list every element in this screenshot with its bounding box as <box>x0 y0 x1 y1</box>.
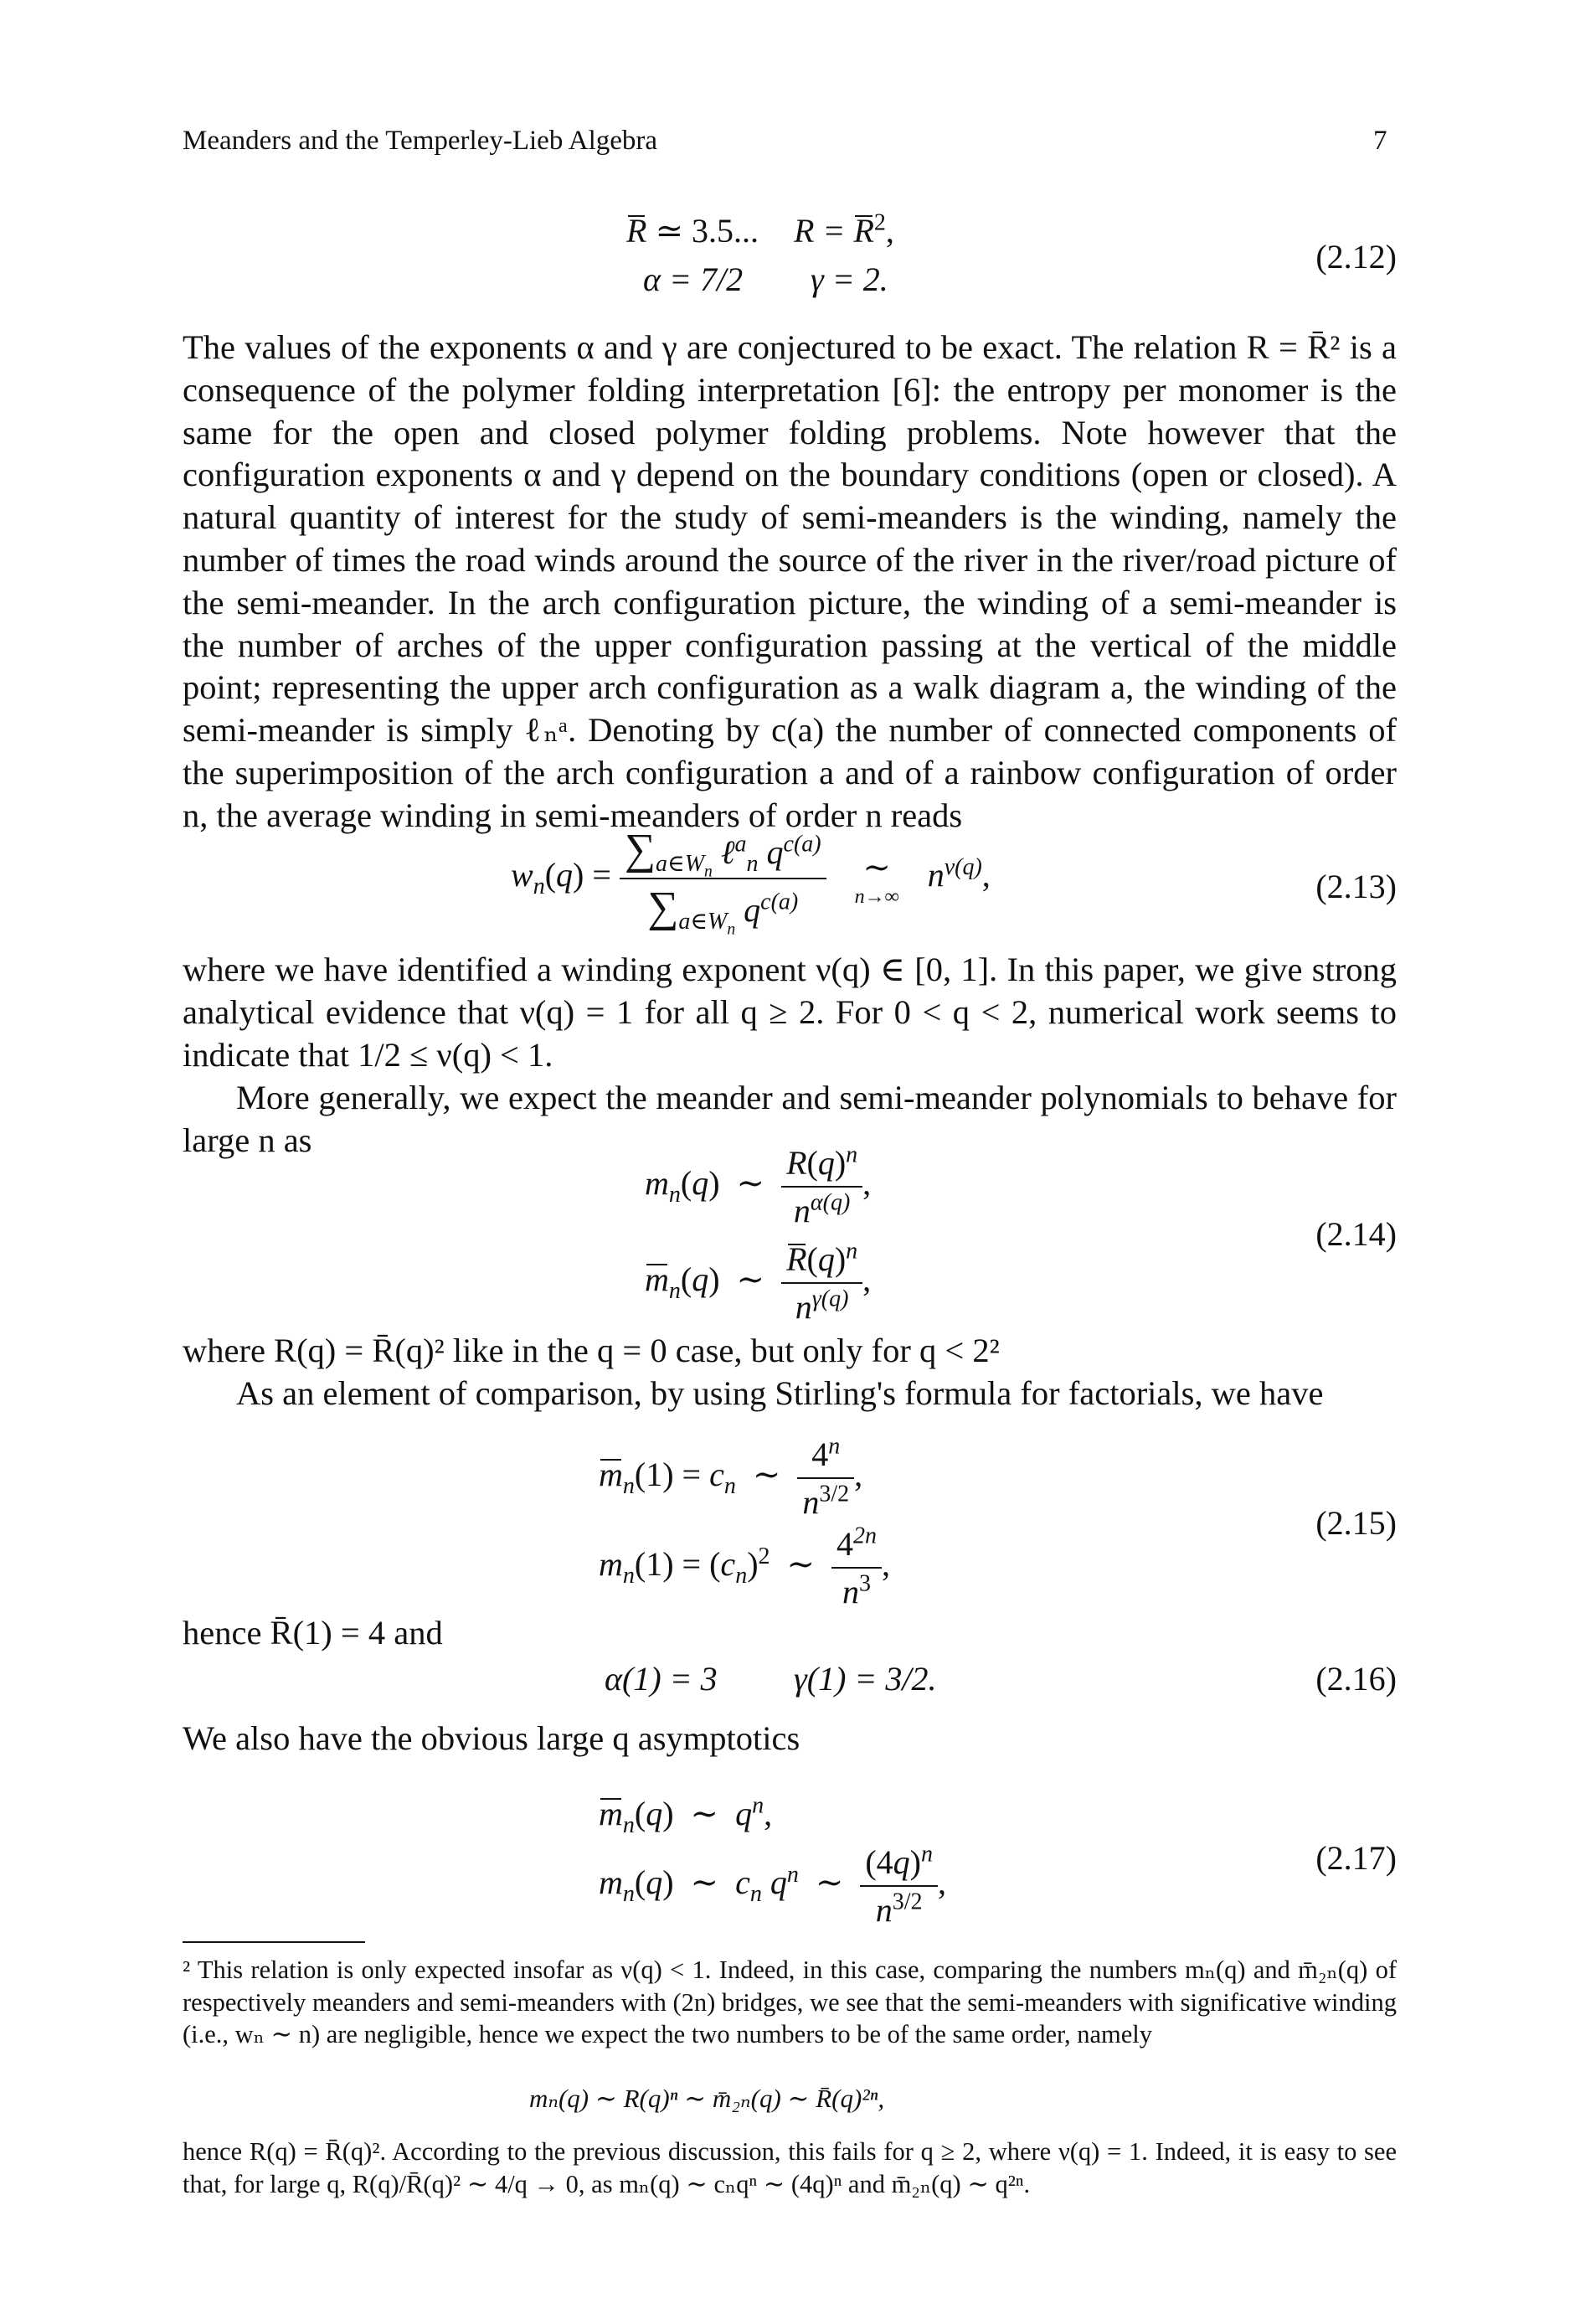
footnote-rule <box>183 1941 365 1943</box>
footnote-equation: mₙ(q) ∼ R(q)ⁿ ∼ m̄₂ₙ(q) ∼ R̄(q)²ⁿ, <box>529 2084 885 2113</box>
eq-2-17-row2: $m_n(q)$ ∼ $c_n$ $q^n$ ∼ $\frac{(4q)^n}{n^{3/2}}$ , <box>599 1841 946 1929</box>
eq-2-16-left: α(1) = 3 <box>605 1660 718 1698</box>
eq-2-13-label: (2.13) <box>1315 868 1397 905</box>
paragraph-7: We also have the obvious large q asymptotics <box>183 1719 800 1757</box>
eq-2-14-row2: $m_n(q)$ ∼ $\frac{R(q)^n}{n^{\gamma(q)}}$ , <box>645 1238 872 1326</box>
running-title: Meanders and the Temperley-Lieb Algebra <box>183 126 658 156</box>
eq-2-12-label: (2.12) <box>1315 238 1397 276</box>
eq-2-13-fraction: $\frac{\sum_{a\in W_n} \ell^a_n q^{c(a)}}{\sum_{a\in W_n} q^{c(a)}}$ <box>620 825 826 932</box>
paragraph-2: where we have identified a winding exponent ν(q) ∈ [0, 1]. In this paper, we give strong analytical evidence that ν(q) = 1 for all q ≥ 2. For 0 < q < 2, numerical work seems to indicate that 1/2 ≤ ν(q) < 1. <box>183 951 1397 1074</box>
paragraph-4: where R(q) = R̄(q)² like in the q = 0 case, but only for q < 2² <box>183 1332 1000 1369</box>
eq-2-17-label: (2.17) <box>1315 1839 1397 1877</box>
eq-2-14-row1: $m_n(q)$ ∼ $\frac{R(q)^n}{n^{\alpha(q)}}$ , <box>645 1141 872 1229</box>
eq-2-12-row1-left: R ≃ 3.5... <box>626 212 759 250</box>
footnote-part-1: ² This relation is only expected insofar as ν(q) < 1. Indeed, in this case, comparing the numbers mₙ(q) and m̄₂ₙ(q) of respectively meanders and semi-meanders with (2n) bridges, we see that the semi-meanders with significative winding (i.e., wₙ ∼ n) are negligible, hence we expect the two numbers to be of the same order, namely <box>183 1956 1397 2048</box>
eq-2-12-row1-right: $R = R^2$, <box>794 209 894 250</box>
eq-2-15-row2: $m_n(1) = (c_n)^2$ ∼ $\frac{4^{2n}}{n^3}$ , <box>599 1523 891 1610</box>
eq-2-12-row2-left: α = 7/2 <box>643 260 744 298</box>
paragraph-1: The values of the exponents α and γ are conjectured to be exact. The relation R = R̄² is a consequence of the polymer folding interpretation [6]: the entropy per monomer is the same for the open and closed polymer folding problems. Note however that the configuration exponents α and γ depend on the boundary conditions (open or closed). A natural quantity of interest for the study of semi-meanders is the winding, namely the number of times the road winds around the source of the river in the river/road picture of the semi-meander. In the arch configuration picture, the winding of a semi-meander is the number of arches of the upper configuration passing at the vertical of the middle point; representing the upper arch configuration as a walk diagram a, the winding of the semi-meander is simply ℓₙᵃ. Denoting by c(a) the number of connected components of the superimposition of the arch configuration a and of a rainbow configuration of order n, the average winding in semi-meanders of order n reads <box>183 328 1397 834</box>
eq-2-15-row1: $m_n(1) = c_n$ ∼ $\frac{4^n}{n^{3/2}}$ , <box>599 1433 863 1521</box>
paragraph-6: hence R̄(1) = 4 and <box>183 1614 443 1652</box>
paragraph-5: As an element of comparison, by using Stirling's formula for factorials, we have <box>236 1374 1324 1412</box>
eq-2-16-right: γ(1) = 3/2. <box>794 1660 937 1698</box>
footnote-part-2: hence R(q) = R̄(q)². According to the previous discussion, this fails for q ≥ 2, where ν(q) = 1. Indeed, it is easy to see that, for large q, R(q)/R̄(q)² ∼ 4/q → 0, as mₙ(q) ∼ cₙqⁿ ∼ (4q)ⁿ and m̄₂ₙ(q) ∼ q²ⁿ. <box>183 2137 1397 2198</box>
eq-2-15-label: (2.15) <box>1315 1504 1397 1542</box>
eq-2-14-label: (2.14) <box>1315 1215 1397 1253</box>
eq-2-16-label: (2.16) <box>1315 1660 1397 1698</box>
eq-2-17-row1: $m_n(q)$ ∼ $q^n$, <box>599 1792 773 1838</box>
eq-2-13: $w_n(q)$ = $\frac{\sum_{a\in W_n} \ell^a_n q^{c(a)}}{\sum_{a\in W_n} q^{c(a)}}$ ∼ n→∞ $n^{\nu(q)}$, <box>511 826 991 939</box>
page-number: 7 <box>1373 126 1387 156</box>
eq-2-12-row2-right: γ = 2. <box>811 260 888 298</box>
paragraph-3: More generally, we expect the meander and semi-meander polynomials to behave for large n as <box>183 1079 1397 1159</box>
